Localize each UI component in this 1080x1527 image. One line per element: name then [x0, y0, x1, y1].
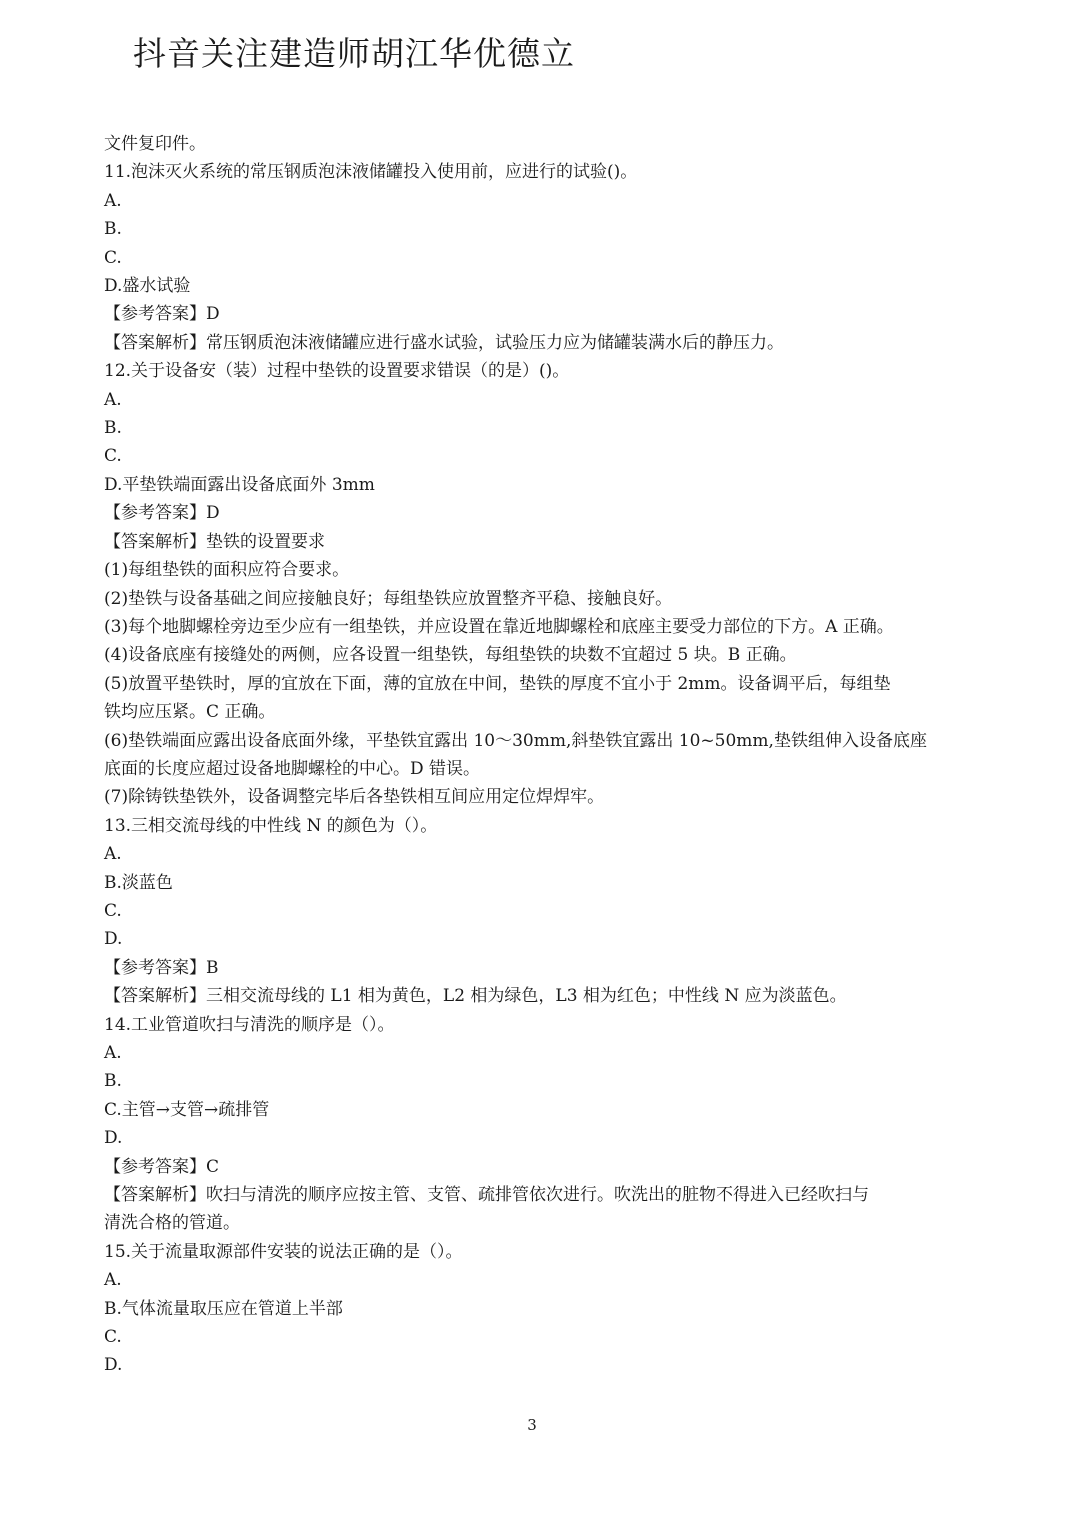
document-line: C. — [104, 247, 122, 268]
document-line: B.气体流量取压应在管道上半部 — [104, 1298, 343, 1319]
document-line: C. — [104, 446, 122, 467]
document-line: C. — [104, 1327, 122, 1348]
document-line: 11.泡沫灭火系统的常压钢质泡沫液储罐投入使用前，应进行的试验()。 — [104, 162, 638, 183]
document-line: C. — [104, 900, 122, 921]
document-line: (6)垫铁端面应露出设备底面外缘，平垫铁宜露出 10～30mm,斜垫铁宜露出 10~50mm,垫铁组伸入设备底座 — [104, 730, 927, 751]
document-line: B. — [104, 219, 122, 240]
document-line: A. — [104, 1043, 122, 1063]
page-header-title: 抖音关注建造师胡江华优德立 — [133, 34, 575, 73]
document-line: A. — [104, 190, 122, 211]
document-line: A. — [104, 844, 122, 865]
document-line: B.淡蓝色 — [104, 872, 173, 893]
document-line: 【参考答案】D — [104, 304, 220, 325]
document-line: D.盛水试验 — [104, 276, 191, 297]
document-line: 【答案解析】常压钢质泡沫液储罐应进行盛水试验，试验压力应为储罐装满水后的静压力。 — [104, 332, 784, 353]
document-line: (1)每组垫铁的面积应符合要求。 — [104, 560, 350, 581]
document-line: 13.三相交流母线的中性线 N 的颜色为（）。 — [104, 815, 438, 836]
document-line: (2)垫铁与设备基础之间应接触良好；每组垫铁应放置整齐平稳、接触良好。 — [104, 588, 673, 609]
document-line: 【答案解析】垫铁的设置要求 — [104, 531, 325, 552]
document-line: D.平垫铁端面露出设备底面外 3mm — [104, 474, 375, 495]
document-line: 15.关于流量取源部件安装的说法正确的是（）。 — [104, 1241, 463, 1262]
document-line: A. — [104, 389, 122, 410]
document-body — [104, 130, 974, 1380]
document-line: 14.工业管道吹扫与清洗的顺序是（）。 — [104, 1014, 395, 1035]
document-line: D. — [104, 1355, 123, 1376]
document-line: (7)除铸铁垫铁外，设备调整完毕后各垫铁相互间应用定位焊焊牢。 — [104, 787, 605, 808]
document-line: B. — [104, 1071, 122, 1092]
document-line: B. — [104, 418, 122, 439]
document-line: A. — [104, 1270, 122, 1291]
document-line: 【参考答案】B — [104, 957, 219, 978]
document-line: 底面的长度应超过设备地脚螺栓的中心。D 错误。 — [104, 758, 481, 779]
document-line: (4)设备底座有接缝处的两侧，应各设置一组垫铁，每组垫铁的块数不宜超过 5 块。B 正确。 — [104, 645, 797, 666]
document-line: (3)每个地脚螺栓旁边至少应有一组垫铁，并应设置在靠近地脚螺栓和底座主要受力部位的下方。A 正确。 — [104, 616, 894, 637]
document-line: (5)放置平垫铁时，厚的宜放在下面，薄的宜放在中间，垫铁的厚度不宜小于 2mm。设备调平后，每组垫 — [104, 673, 891, 694]
document-line: D. — [104, 1128, 123, 1149]
document-line: 【答案解析】吹扫与清洗的顺序应按主管、支管、疏排管依次进行。吹洗出的脏物不得进入已经吹扫与 — [104, 1185, 869, 1206]
document-line: 铁均应压紧。C 正确。 — [104, 702, 276, 723]
document-line: D. — [104, 929, 123, 950]
document-line: 【参考答案】C — [104, 1156, 220, 1177]
document-line: 清洗合格的管道。 — [104, 1213, 240, 1234]
document-line: 【答案解析】三相交流母线的 L1 相为黄色，L2 相为绿色，L3 相为红色；中性线 N 应为淡蓝色。 — [104, 986, 847, 1007]
document-line: 文件复印件。 — [104, 134, 206, 154]
document-line: 12.关于设备安（装）过程中垫铁的设置要求错误（的是）()。 — [104, 361, 570, 382]
document-line: 【参考答案】D — [104, 503, 220, 524]
page-number: 3 — [527, 1416, 537, 1434]
document-line: C.主管→支管→疏排管 — [104, 1099, 270, 1120]
